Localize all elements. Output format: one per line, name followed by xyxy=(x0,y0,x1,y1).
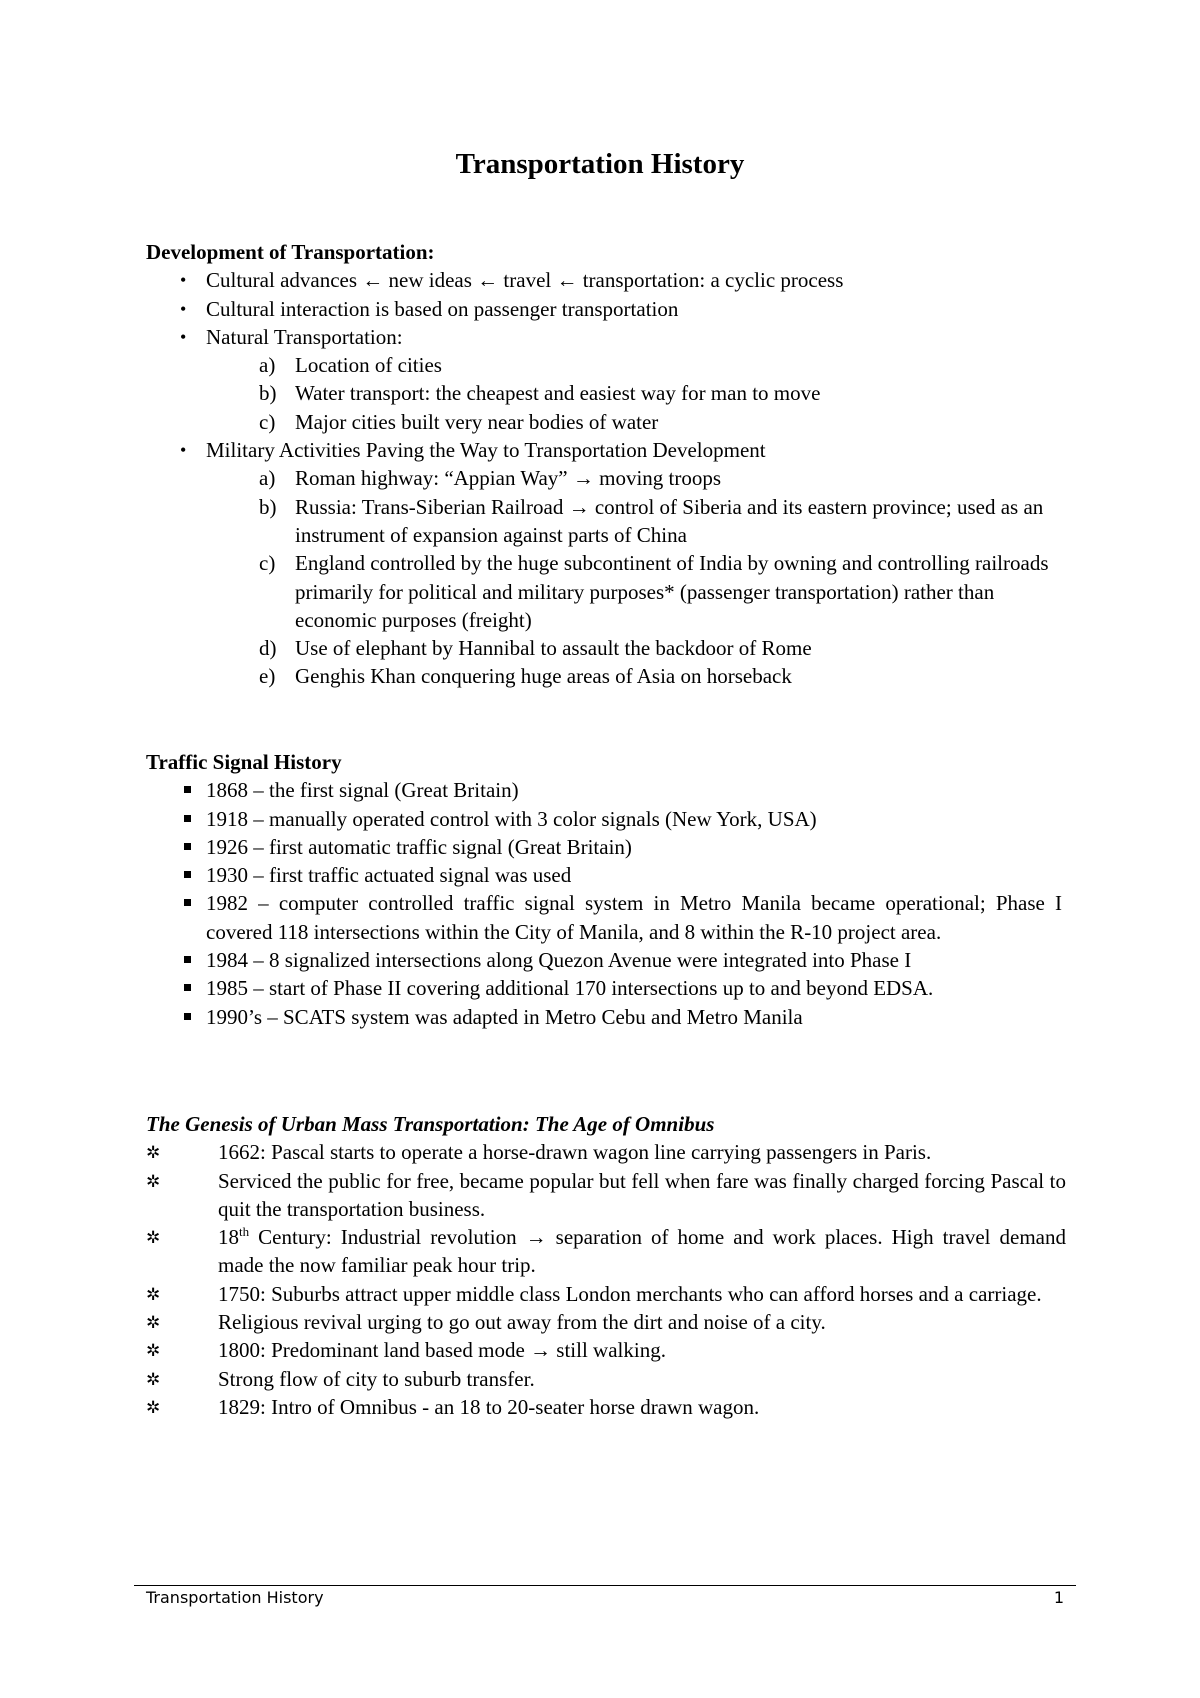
asterisk-bullet-icon: ✲ xyxy=(146,1313,161,1333)
list-item: ✲ 1829: Intro of Omnibus - an 18 to 20-seater horse drawn wagon. xyxy=(146,1393,1066,1421)
square-bullet-icon xyxy=(184,899,191,906)
sub-list-item: d) Use of elephant by Hannibal to assault the backdoor of Rome xyxy=(259,636,812,661)
square-bullet-icon xyxy=(184,843,191,850)
list-item: • Cultural advances ← new ideas ← travel ← transportation: a cyclic process xyxy=(146,266,1066,294)
list-item: • Cultural interaction is based on passenger transportation xyxy=(146,295,1066,323)
list-item: 1990’s – SCATS system was adapted in Metro Cebu and Metro Manila xyxy=(146,1003,1066,1031)
list-item: • Natural Transportation: xyxy=(146,323,1066,351)
list-item: ✲ 18th Century: Industrial revolution → separation of home and work places. High travel demand made the now familiar peak hour trip. xyxy=(146,1224,1066,1278)
sub-list-item: b) Water transport: the cheapest and easiest way for man to move xyxy=(259,381,821,406)
traffic-section xyxy=(146,748,1066,1031)
sub-list-item: b) Russia: Trans-Siberian Railroad → control of Siberia and its eastern province; used as an instrument of expansion against parts of China xyxy=(259,494,1044,547)
list-item: 1930 – first traffic actuated signal was used xyxy=(146,861,1066,889)
genesis-heading: The Genesis of Urban Mass Transportation: The Age of Omnibus xyxy=(146,1112,715,1136)
development-heading: Development of Transportation: xyxy=(146,240,435,264)
footer-divider xyxy=(134,1585,1076,1586)
genesis-section xyxy=(146,1110,1066,1421)
list-item: 1985 – start of Phase II covering additional 170 intersections up to and beyond EDSA. xyxy=(146,974,1066,1002)
asterisk-bullet-icon: ✲ xyxy=(146,1397,161,1417)
asterisk-bullet-icon: ✲ xyxy=(146,1369,161,1389)
sub-list-item: a) Roman highway: “Appian Way” → moving troops xyxy=(259,466,722,491)
natural-sublist xyxy=(146,351,1066,436)
square-bullet-icon xyxy=(184,786,191,793)
list-item: • Military Activities Paving the Way to Transportation Development xyxy=(146,436,1066,464)
sub-list-item: c) England controlled by the huge subcontinent of India by owning and controlling railroads primarily for political and military purposes* (passenger transportation) rather than economic purposes (freight) xyxy=(259,551,1049,632)
traffic-heading: Traffic Signal History xyxy=(146,750,342,774)
square-bullet-icon xyxy=(184,984,191,991)
asterisk-bullet-icon: ✲ xyxy=(146,1284,161,1304)
square-bullet-icon xyxy=(184,871,191,878)
list-item: 1868 – the first signal (Great Britain) xyxy=(146,776,1066,804)
page-title: Transportation History xyxy=(455,148,745,180)
asterisk-bullet-icon: ✲ xyxy=(146,1143,161,1163)
bullet-dot-icon: • xyxy=(180,298,187,319)
asterisk-bullet-icon: ✲ xyxy=(146,1341,161,1361)
square-bullet-icon xyxy=(184,815,191,822)
list-item: ✲ Serviced the public for free, became popular but fell when fare was finally charged forcing Pascal to quit the transportation business. xyxy=(146,1168,1066,1221)
page-number: 1 xyxy=(1053,1588,1064,1607)
list-item: ✲ 1800: Predominant land based mode → still walking. xyxy=(146,1336,1066,1364)
list-item: 1918 – manually operated control with 3 color signals (New York, USA) xyxy=(146,805,1066,833)
bullet-dot-icon: • xyxy=(180,270,187,291)
military-list xyxy=(146,436,1066,464)
genesis-list xyxy=(146,1138,1066,1421)
asterisk-bullet-icon: ✲ xyxy=(146,1171,161,1191)
traffic-list xyxy=(146,776,1066,1031)
list-item: ✲ 1750: Suburbs attract upper middle class London merchants who can afford horses and a carriage. xyxy=(146,1280,1066,1308)
bullet-dot-icon: • xyxy=(180,440,187,461)
list-item: 1926 – first automatic traffic signal (Great Britain) xyxy=(146,833,1066,861)
military-sublist xyxy=(146,464,1066,690)
bullet-dot-icon: • xyxy=(180,326,187,347)
list-item: ✲ Religious revival urging to go out away from the dirt and noise of a city. xyxy=(146,1308,1066,1336)
square-bullet-icon xyxy=(184,956,191,963)
list-item: ✲ 1662: Pascal starts to operate a horse-drawn wagon line carrying passengers in Paris. xyxy=(146,1138,1066,1166)
list-item: 1982 – computer controlled traffic signal system in Metro Manila became operational; Phase I covered 118 intersections within the City of Manila, and 8 within the R-10 project area. xyxy=(146,889,1066,946)
development-section xyxy=(146,238,1066,691)
list-item: ✲ Strong flow of city to suburb transfer. xyxy=(146,1365,1066,1393)
asterisk-bullet-icon: ✲ xyxy=(146,1228,161,1248)
sub-list-item: c) Major cities built very near bodies of water xyxy=(259,409,659,434)
list-item: 1984 – 8 signalized intersections along Quezon Avenue were integrated into Phase I xyxy=(146,946,1066,974)
sub-list-item: a) Location of cities xyxy=(259,353,442,378)
development-list xyxy=(146,266,1066,351)
footer-title: Transportation History xyxy=(146,1588,324,1607)
sub-list-item: e) Genghis Khan conquering huge areas of Asia on horseback xyxy=(259,664,792,689)
square-bullet-icon xyxy=(184,1013,191,1020)
